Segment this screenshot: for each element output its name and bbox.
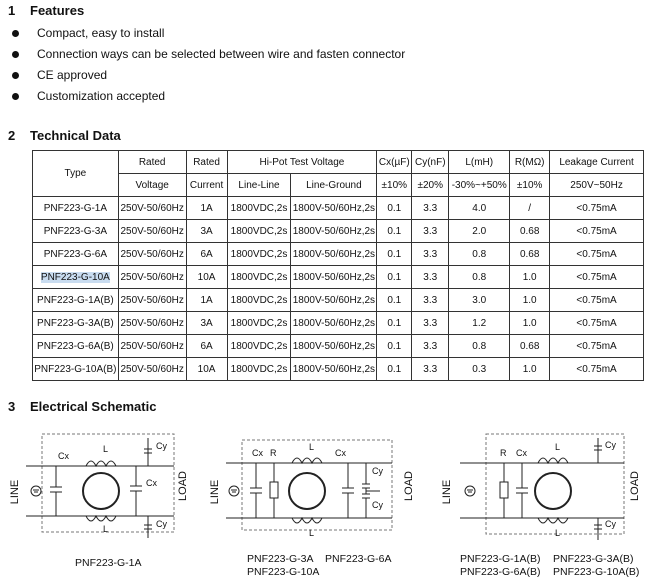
load-label: LOAD (177, 471, 189, 501)
enclosure-dashed (242, 440, 392, 530)
cell-l: 2.0 (449, 220, 510, 243)
cell-leak: <0.75mA (550, 335, 644, 358)
highlighted-type: PNF223-G-10A (40, 271, 110, 283)
header-cy-tol: ±20% (412, 174, 449, 197)
cell-leak: <0.75mA (550, 220, 644, 243)
cell-type: PNF223-G-1A(B) (33, 289, 119, 312)
header-rated: Rated (118, 151, 186, 174)
cell-r: / (510, 197, 550, 220)
header-cy: Cy(nF) (412, 151, 449, 174)
caption-c1: PNF223-G-1A(B) (460, 553, 541, 565)
inductor-top (292, 458, 322, 463)
cell-c: 10A (186, 358, 227, 381)
r-label: R (500, 448, 507, 458)
load-label: LOAD (629, 471, 641, 501)
cell-leak: <0.75mA (550, 289, 644, 312)
header-l: L(mH) (449, 151, 510, 174)
cell-lg: 1800V-50/60Hz,2s (291, 220, 377, 243)
inductor-bottom (292, 518, 322, 523)
cell-leak: <0.75mA (550, 243, 644, 266)
cell-ll: 1800VDC,2s (227, 220, 291, 243)
cx-label: Cx (58, 451, 69, 461)
cell-r: 1.0 (510, 358, 550, 381)
cell-c: 3A (186, 220, 227, 243)
cell-type: PNF223-G-6A (33, 243, 119, 266)
resistor (500, 482, 508, 498)
cell-r: 0.68 (510, 220, 550, 243)
table-row (33, 289, 644, 312)
cell-r: 0.68 (510, 243, 550, 266)
toroid-core (289, 473, 325, 509)
cell-leak: <0.75mA (550, 266, 644, 289)
table-row (33, 335, 644, 358)
cell-c: 1A (186, 289, 227, 312)
cell-type: PNF223-G-10A(B) (33, 358, 119, 381)
load-label: LOAD (403, 471, 415, 501)
cell-l: 0.3 (449, 358, 510, 381)
cell-cy: 3.3 (412, 289, 449, 312)
cell-v: 250V-50/60Hz (118, 243, 186, 266)
cell-v: 250V-50/60Hz (118, 197, 186, 220)
bullet-icon (12, 51, 19, 58)
technical-heading: 2 Technical Data (8, 128, 121, 143)
caption-b1: PNF223-G-3A (247, 553, 314, 565)
header-rated: Rated (186, 151, 227, 174)
cell-ll: 1800VDC,2s (227, 289, 291, 312)
header-leakage: Leakage Current (550, 151, 644, 174)
bullet-icon (12, 72, 19, 79)
header-cx-tol: ±10% (377, 174, 412, 197)
line-label: LINE (9, 479, 21, 505)
cell-ll: 1800VDC,2s (227, 266, 291, 289)
cell-leak: <0.75mA (550, 358, 644, 381)
cell-r: 1.0 (510, 266, 550, 289)
cell-ll: 1800VDC,2s (227, 358, 291, 381)
resistor (270, 482, 278, 498)
cell-cy: 3.3 (412, 312, 449, 335)
cell-cx: 0.1 (377, 197, 412, 220)
cell-lg: 1800V-50/60Hz,2s (291, 335, 377, 358)
cell-v: 250V-50/60Hz (118, 312, 186, 335)
table-row (33, 266, 644, 289)
cell-c: 1A (186, 197, 227, 220)
caption-b3: PNF223-G-10A (247, 566, 320, 578)
cy-label: Cy (605, 519, 616, 529)
cell-cx: 0.1 (377, 289, 412, 312)
cell-c: 3A (186, 312, 227, 335)
cell-l: 4.0 (449, 197, 510, 220)
cell-cy: 3.3 (412, 243, 449, 266)
cy-label: Cy (605, 440, 616, 450)
toroid-core (535, 473, 571, 509)
schematic-a (8, 428, 198, 543)
line-label: LINE (441, 479, 453, 505)
caption-b2: PNF223-G-6A (325, 553, 392, 565)
inductor-top (86, 461, 116, 466)
cell-lg: 1800V-50/60Hz,2s (291, 243, 377, 266)
cell-v: 250V-50/60Hz (118, 289, 186, 312)
cell-cy: 3.3 (412, 266, 449, 289)
cell-type: PNF223-G-1A (33, 197, 119, 220)
cell-v: 250V-50/60Hz (118, 266, 186, 289)
cell-l: 0.8 (449, 266, 510, 289)
l-label: L (555, 528, 561, 538)
cell-cy: 3.3 (412, 335, 449, 358)
cx-label: Cx (516, 448, 527, 458)
table-row (33, 358, 644, 381)
technical-data-table (32, 150, 644, 381)
cy-label: Cy (156, 519, 167, 529)
cell-ll: 1800VDC,2s (227, 197, 291, 220)
cell-c: 6A (186, 243, 227, 266)
feature-item: Customization accepted (12, 89, 165, 103)
cell-l: 3.0 (449, 289, 510, 312)
caption-c2: PNF223-G-3A(B) (553, 553, 634, 565)
caption-a: PNF223-G-1A (75, 557, 142, 569)
table-row (33, 243, 644, 266)
cx-label: Cx (146, 478, 157, 488)
cell-cy: 3.3 (412, 197, 449, 220)
cell-lg: 1800V-50/60Hz,2s (291, 289, 377, 312)
line-label: LINE (209, 479, 221, 505)
cell-type: PNF223-G-3A (33, 220, 119, 243)
cell-lg: 1800V-50/60Hz,2s (291, 312, 377, 335)
cell-r: 1.0 (510, 289, 550, 312)
cx-label: Cx (335, 448, 346, 458)
cell-l: 0.8 (449, 243, 510, 266)
feature-item: Compact, easy to install (12, 26, 164, 40)
cell-leak: <0.75mA (550, 312, 644, 335)
r-label: R (270, 448, 277, 458)
cell-lg: 1800V-50/60Hz,2s (291, 197, 377, 220)
l-label: L (103, 524, 109, 534)
l-label: L (555, 442, 561, 452)
cell-ll: 1800VDC,2s (227, 335, 291, 358)
header-r: R(MΩ) (510, 151, 550, 174)
cell-cx: 0.1 (377, 243, 412, 266)
cy-label: Cy (156, 441, 167, 451)
feature-item: Connection ways can be selected between wire and fasten connector (12, 47, 405, 61)
schematic-heading: 3 Electrical Schematic (8, 399, 157, 414)
schematic-c (438, 428, 648, 543)
cell-v: 250V-50/60Hz (118, 358, 186, 381)
cell-cx: 0.1 (377, 220, 412, 243)
inductor-bottom (86, 516, 116, 521)
feature-item: CE approved (12, 68, 107, 82)
features-heading: 1 Features (8, 3, 85, 18)
header-voltage: Voltage (118, 174, 186, 197)
ground-icon (229, 486, 239, 496)
header-r-tol: ±10% (510, 174, 550, 197)
table-row (33, 220, 644, 243)
l-label: L (309, 528, 315, 538)
cell-type: PNF223-G-3A(B) (33, 312, 119, 335)
l-label: L (309, 442, 315, 452)
l-label: L (103, 444, 109, 454)
header-type: Type (33, 151, 119, 197)
inductor-bottom (538, 518, 568, 523)
caption-c4: PNF223-G-10A(B) (553, 566, 640, 578)
cell-l: 1.2 (449, 312, 510, 335)
cell-lg: 1800V-50/60Hz,2s (291, 266, 377, 289)
cy-label: Cy (372, 466, 383, 476)
toroid-core (83, 473, 119, 509)
cell-v: 250V-50/60Hz (118, 220, 186, 243)
header-l-tol: -30%~+50% (449, 174, 510, 197)
cell-cx: 0.1 (377, 358, 412, 381)
ground-icon (31, 486, 41, 496)
cell-v: 250V-50/60Hz (118, 335, 186, 358)
header-line-ground: Line-Ground (291, 174, 377, 197)
cell-leak: <0.75mA (550, 197, 644, 220)
schematic-b (208, 428, 428, 543)
cell-cx: 0.1 (377, 312, 412, 335)
cx-label: Cx (252, 448, 263, 458)
cell-cy: 3.3 (412, 358, 449, 381)
caption-c3: PNF223-G-6A(B) (460, 566, 541, 578)
inductor-top (538, 458, 568, 463)
table-row (33, 197, 644, 220)
header-cx: Cx(µF) (377, 151, 412, 174)
cy-label: Cy (372, 500, 383, 510)
cell-ll: 1800VDC,2s (227, 243, 291, 266)
table-row (33, 312, 644, 335)
cell-ll: 1800VDC,2s (227, 312, 291, 335)
bullet-icon (12, 30, 19, 37)
cell-cx: 0.1 (377, 266, 412, 289)
ground-icon (465, 486, 475, 496)
header-hipot: Hi-Pot Test Voltage (227, 151, 377, 174)
cell-c: 6A (186, 335, 227, 358)
bullet-icon (12, 93, 19, 100)
cell-cx: 0.1 (377, 335, 412, 358)
cell-cy: 3.3 (412, 220, 449, 243)
cell-r: 1.0 (510, 312, 550, 335)
cell-type: PNF223-G-6A(B) (33, 335, 119, 358)
header-current: Current (186, 174, 227, 197)
cell-c: 10A (186, 266, 227, 289)
cell-r: 0.68 (510, 335, 550, 358)
header-line-line: Line-Line (227, 174, 291, 197)
cell-l: 0.8 (449, 335, 510, 358)
cell-type (33, 266, 119, 289)
table-body (33, 197, 644, 381)
header-leak-cond: 250V~50Hz (550, 174, 644, 197)
cell-lg: 1800V-50/60Hz,2s (291, 358, 377, 381)
